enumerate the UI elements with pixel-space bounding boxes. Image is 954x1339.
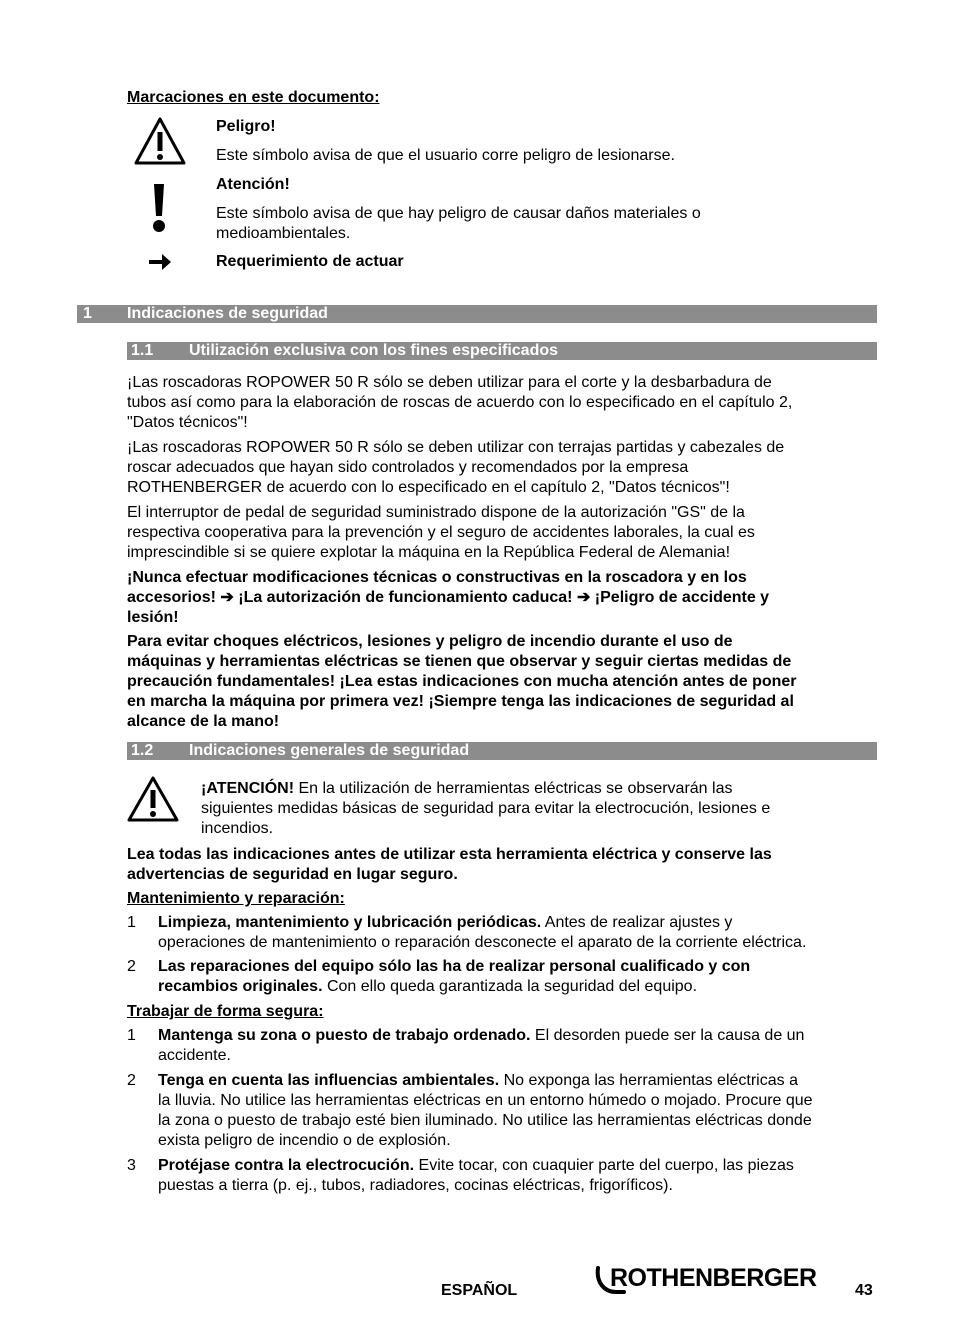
exclamation-icon bbox=[150, 182, 168, 234]
section-1-number: 1 bbox=[83, 305, 92, 322]
section-1-1-number: 1.1 bbox=[131, 342, 154, 359]
section-1-title: Indicaciones de seguridad bbox=[127, 305, 328, 322]
action-label: Requerimiento de actuar bbox=[216, 253, 404, 270]
section-1-2-title: Indicaciones generales de seguridad bbox=[189, 742, 470, 759]
paragraph-no-modifications: ¡Nunca efectuar modificaciones técnicas o constructivas en la roscadora y en los accesorios! ➔ ¡La autorización de funcionamiento caduca! ➔ ¡Peligro de accidente y lesión! bbox=[127, 569, 770, 626]
paragraph-usage-1: ¡Las roscadoras ROPOWER 50 R sólo se deben utilizar para el corte y la desbarbadura de tubos así como para la elaboración de roscas de acuerdo con lo especificado en el capítulo 2, "Datos técnicos"! bbox=[127, 374, 793, 431]
section-1-bar bbox=[77, 305, 877, 323]
section-1-1-title: Utilización exclusiva con los fines especificados bbox=[189, 342, 559, 359]
section-1-2-number: 1.2 bbox=[131, 742, 154, 759]
page-number: 43 bbox=[855, 1282, 873, 1299]
danger-warning-icon bbox=[133, 116, 187, 166]
svg-text:ROTHENBERGER: ROTHENBERGER bbox=[610, 1264, 817, 1292]
danger-title: Peligro! bbox=[216, 118, 276, 135]
rothenberger-logo bbox=[594, 1262, 830, 1296]
read-all-instructions: Lea todas las indicaciones antes de utilizar esta herramienta eléctrica y conserve las advertencias de seguridad en lugar seguro. bbox=[127, 846, 772, 883]
warning-triangle-icon bbox=[126, 775, 180, 823]
maintenance-heading: Mantenimiento y reparación: bbox=[127, 890, 345, 907]
attention-text-2: medioambientales. bbox=[216, 225, 351, 242]
attention-paragraph: ¡ATENCIÓN! En la utilización de herramientas eléctricas se observarán las siguientes medidas básicas de seguridad para evitar la electrocución, lesiones e incendios. bbox=[201, 780, 771, 837]
paragraph-usage-3: El interruptor de pedal de seguridad suministrado dispone de la autorización "GS" de la respectiva cooperativa para la prevención y el seguro de accidentes laborales, la cual es imprescindible si se quiere explotar la máquina en la República Federal de Alemania! bbox=[127, 504, 755, 561]
paragraph-precautions: Para evitar choques eléctricos, lesiones y peligro de incendio durante el uso de máquinas y herramientas eléctricas se tienen que observar y seguir ciertas medidas de precaución fundamentales! ¡Lea estas indicaciones con mucha atención antes de poner en marcha la máquina por primera vez! ¡Siempre tenga las indicaciones de seguridad al alcance de la mano! bbox=[127, 633, 797, 730]
section-1-2-bar bbox=[127, 742, 877, 760]
arrow-right-icon bbox=[148, 252, 172, 272]
paragraph-usage-2: ¡Las roscadoras ROPOWER 50 R sólo se deben utilizar con terrajas partidas y cabezales de roscar adecuados que hayan sido controlados y recomendados por la empresa ROTHENBERGER de acuerdo con lo especificado en el capítulo 2, "Datos técnicos"! bbox=[127, 439, 785, 496]
danger-text: Este símbolo avisa de que el usuario corre peligro de lesionarse. bbox=[216, 147, 675, 164]
footer-language: ESPAÑOL bbox=[441, 1282, 518, 1299]
markings-heading: Marcaciones en este documento: bbox=[127, 89, 380, 106]
section-1-1-bar bbox=[127, 342, 877, 360]
work-safely-heading: Trabajar de forma segura: bbox=[127, 1003, 324, 1020]
attention-title: Atención! bbox=[216, 176, 290, 193]
attention-text-1: Este símbolo avisa de que hay peligro de causar daños materiales o bbox=[216, 205, 701, 222]
